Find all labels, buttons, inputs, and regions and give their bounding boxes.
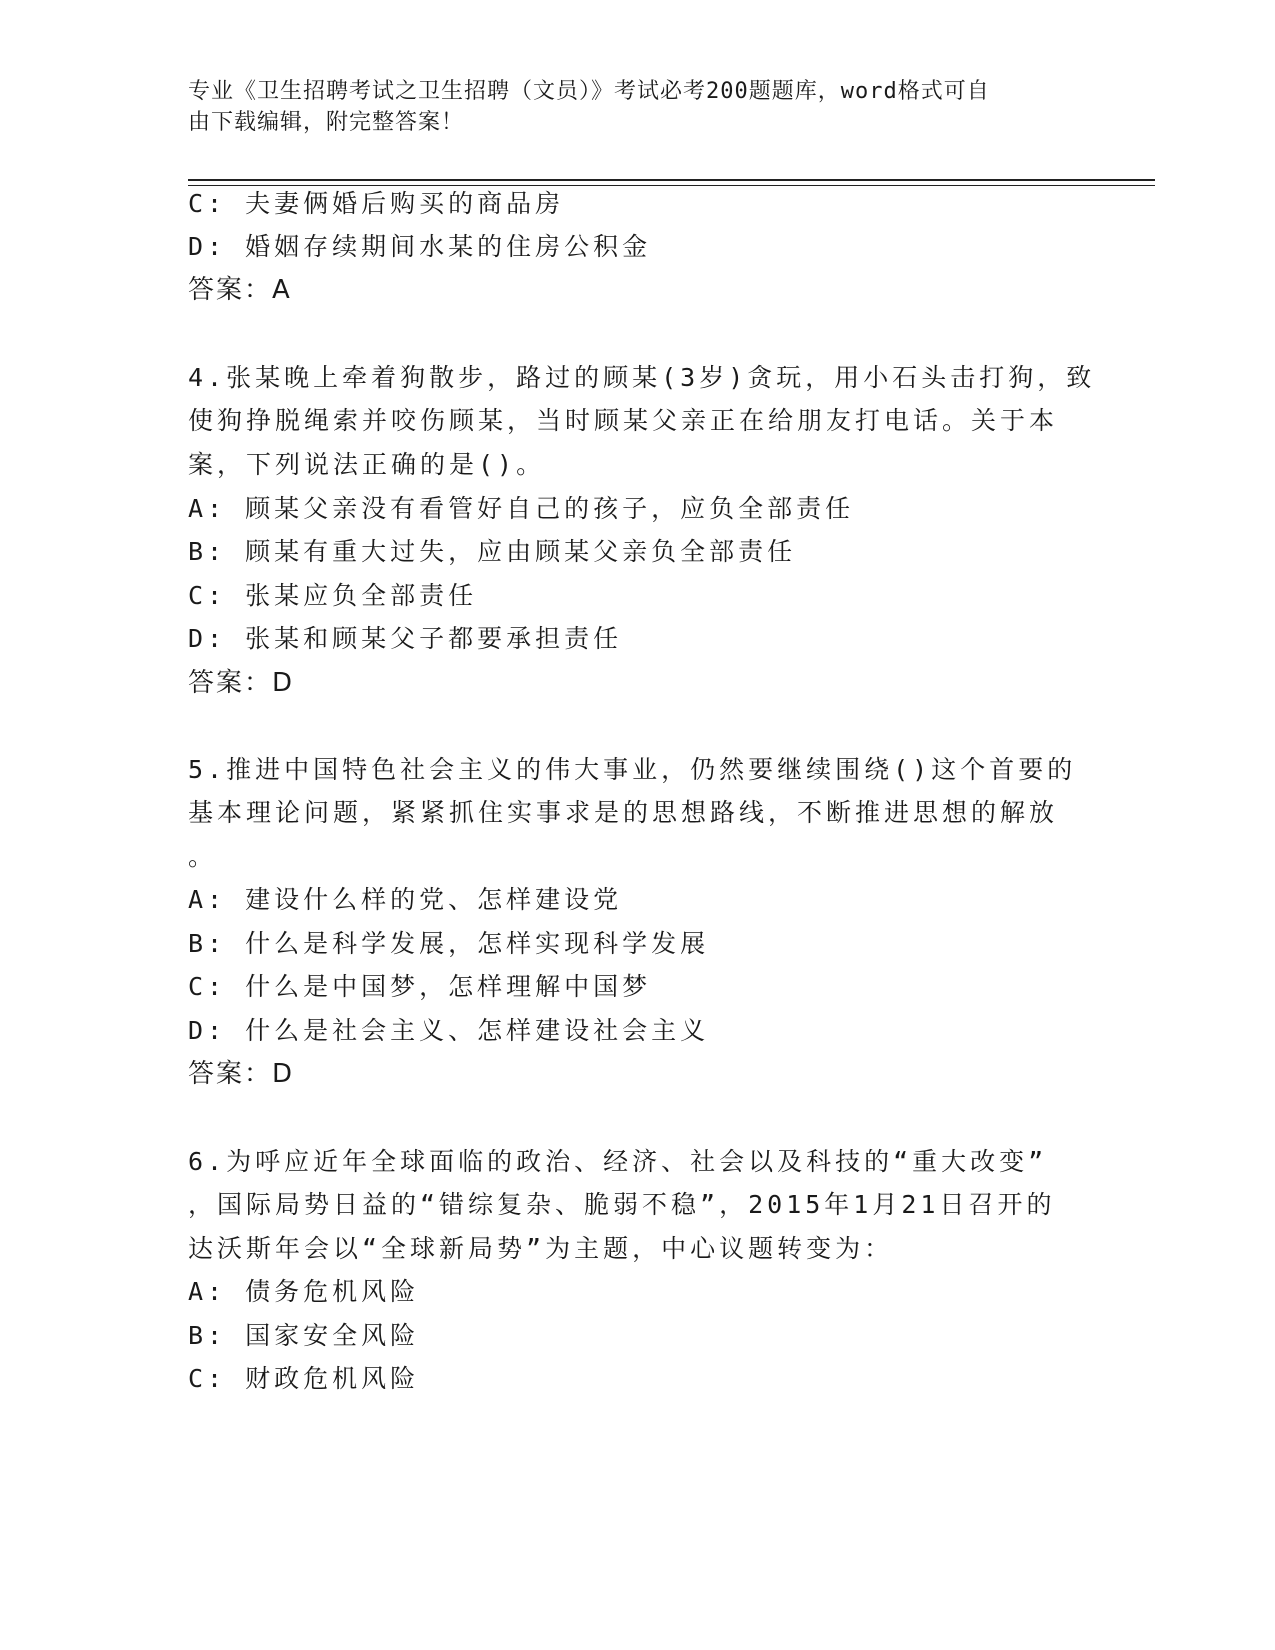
header-rule-thick bbox=[188, 179, 1155, 181]
q4-stem-line-2: 使狗挣脱绳索并咬伤顾某，当时顾某父亲正在给朋友打电话。关于本 bbox=[188, 406, 1059, 435]
q5-option-b: B: 什么是科学发展，怎样实现科学发展 bbox=[188, 929, 710, 958]
q5-option-c: C: 什么是中国梦，怎样理解中国梦 bbox=[188, 972, 652, 1001]
q4-stem-line-1: 4.张某晚上牵着狗散步，路过的顾某(3岁)贪玩，用小石头击打狗，致 bbox=[188, 363, 1096, 392]
q6-option-c: C: 财政危机风险 bbox=[188, 1364, 420, 1393]
q4-stem-line-3: 案，下列说法正确的是()。 bbox=[188, 450, 546, 479]
q5-answer: 答案：D bbox=[188, 1059, 295, 1089]
q6-stem-line-3: 达沃斯年会以“全球新局势”为主题，中心议题转变为： bbox=[188, 1234, 894, 1263]
q6-option-a: A: 债务危机风险 bbox=[188, 1277, 420, 1306]
q5-stem-line-2: 基本理论问题，紧紧抓住实事求是的思想路线，不断推进思想的解放 bbox=[188, 798, 1059, 827]
header-line-2: 由下载编辑，附完整答案！ bbox=[188, 110, 465, 135]
q5-stem-line-3: 。 bbox=[188, 842, 218, 871]
q4-option-a: A: 顾某父亲没有看管好自己的孩子，应负全部责任 bbox=[188, 494, 855, 523]
q3-answer: 答案：A bbox=[188, 275, 292, 305]
q6-stem-line-2: ，国际局势日益的“错综复杂、脆弱不稳”，2015年1月21日召开的 bbox=[188, 1190, 1056, 1219]
q6-option-b: B: 国家安全风险 bbox=[188, 1321, 420, 1350]
q5-option-a: A: 建设什么样的党、怎样建设党 bbox=[188, 885, 623, 914]
header-rule-thin bbox=[188, 185, 1155, 186]
q5-stem-line-1: 5.推进中国特色社会主义的伟大事业，仍然要继续围绕()这个首要的 bbox=[188, 755, 1077, 784]
q5-option-d: D: 什么是社会主义、怎样建设社会主义 bbox=[188, 1016, 710, 1045]
q6-stem-line-1: 6.为呼应近年全球面临的政治、经济、社会以及科技的“重大改变” bbox=[188, 1147, 1048, 1176]
q3-option-c: C: 夫妻俩婚后购买的商品房 bbox=[188, 189, 565, 218]
q4-option-c: C: 张某应负全部责任 bbox=[188, 581, 478, 610]
q4-option-b: B: 顾某有重大过失，应由顾某父亲负全部责任 bbox=[188, 537, 797, 566]
document-header bbox=[188, 76, 1088, 138]
q3-option-d: D: 婚姻存续期间水某的住房公积金 bbox=[188, 232, 652, 261]
q4-answer: 答案：D bbox=[188, 668, 295, 698]
header-line-1: 专业《卫生招聘考试之卫生招聘（文员）》考试必考200题题库，word格式可自 bbox=[188, 79, 990, 104]
q4-option-d: D: 张某和顾某父子都要承担责任 bbox=[188, 624, 623, 653]
